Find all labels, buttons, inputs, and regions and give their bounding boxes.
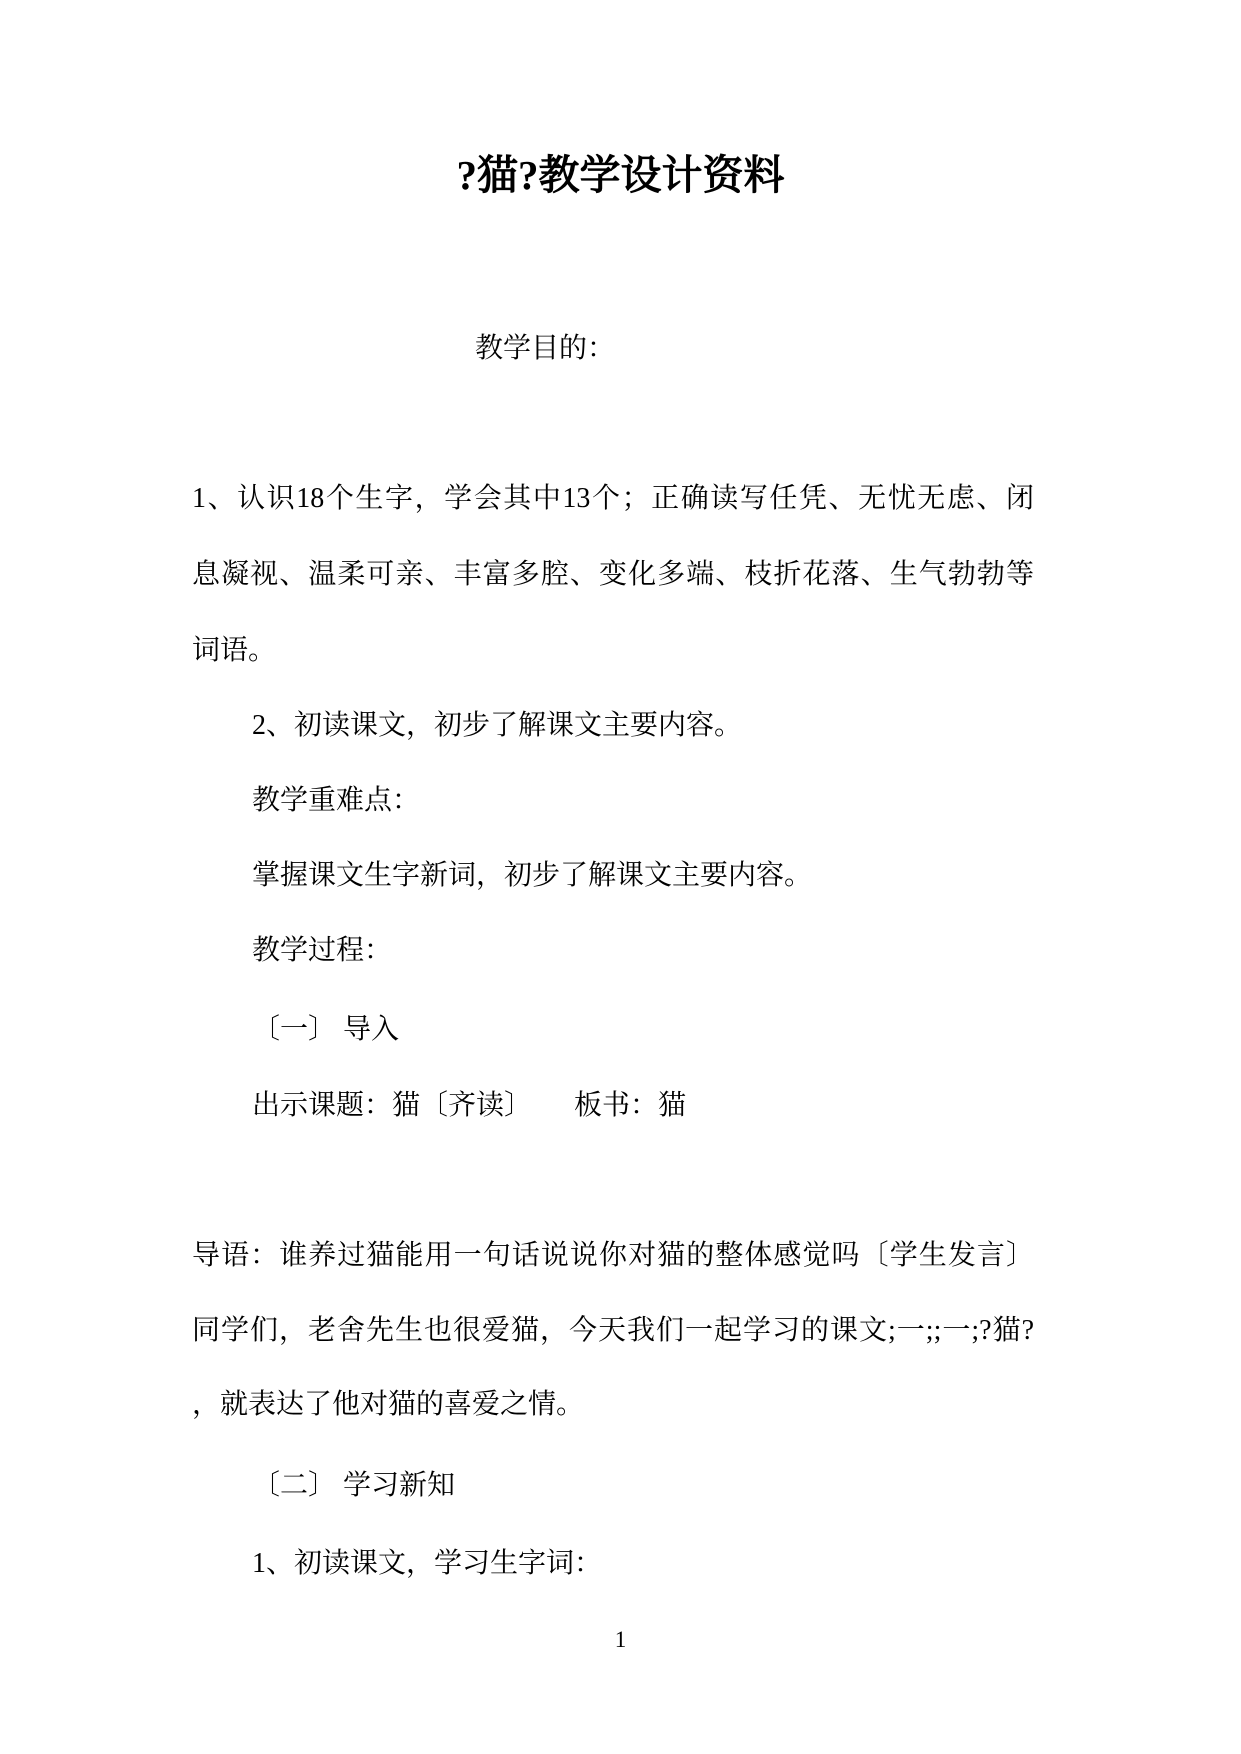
- lead-in-paragraph-line-3: ，就表达了他对猫的喜爱之情。: [192, 1389, 585, 1420]
- heading-teaching-process: 教学过程：: [252, 935, 393, 966]
- heading-teaching-objectives: 教学目的：: [475, 333, 616, 364]
- page-number: 1: [614, 1627, 627, 1652]
- objective-1-line-1: 1、认识18个生字，学会其中13个；正确读写任凭、无忧无虑、闭: [192, 483, 1034, 514]
- section-1-lead-in-heading: 〔一〕 导入: [252, 1014, 400, 1045]
- objective-1-line-2: 息凝视、温柔可亲、丰富多腔、变化多端、枝折花落、生气勃勃等: [192, 559, 1034, 590]
- key-points-text: 掌握课文生字新词，初步了解课文主要内容。: [252, 860, 813, 891]
- lead-in-paragraph-line-2: 同学们，老舍先生也很爱猫，今天我们一起学习的课文;一;;一;?猫?: [192, 1315, 1034, 1346]
- heading-key-difficult-points: 教学重难点：: [252, 785, 421, 816]
- first-read-item: 1、初读课文，学习生字词：: [252, 1548, 603, 1579]
- show-topic-line: 出示课题：猫〔齐读〕 板书：猫: [252, 1090, 687, 1121]
- section-2-new-knowledge-heading: 〔二〕 学习新知: [252, 1470, 456, 1501]
- objective-2: 2、初读课文，初步了解课文主要内容。: [252, 710, 743, 741]
- lead-in-paragraph-line-1: 导语：谁养过猫能用一句话说说你对猫的整体感觉吗〔学生发言〕: [192, 1240, 1034, 1271]
- objective-1-line-3: 词语。: [192, 635, 277, 666]
- document-title: ?猫?教学设计资料: [456, 152, 785, 198]
